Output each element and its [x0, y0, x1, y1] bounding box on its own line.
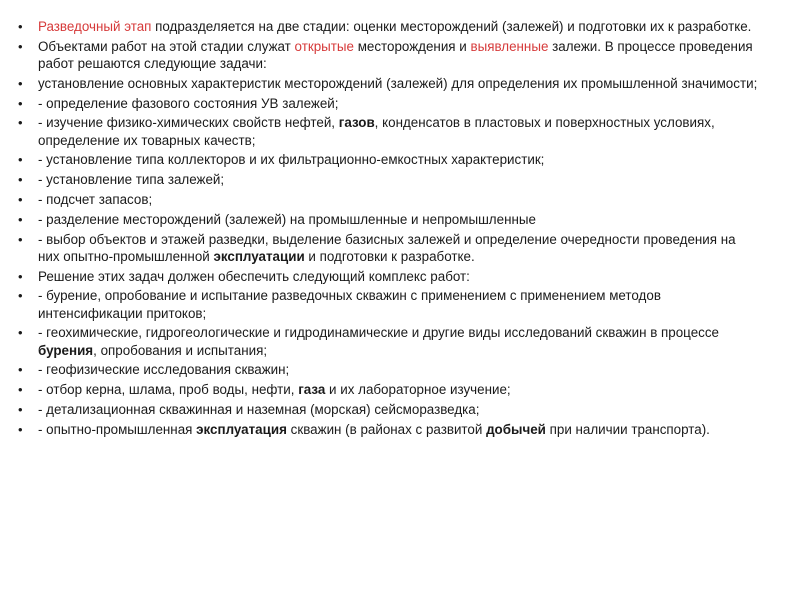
bullet-text: подразделяется на две стадии: оценки месторождений (залежей) и подготовки их к разработке. — [151, 19, 752, 34]
bold-term: бурения — [38, 342, 94, 358]
bullet-item — [18, 361, 760, 378]
bullet-item — [18, 18, 760, 35]
bullet-text: Решение этих задач должен обеспечить следующий комплекс работ: — [38, 268, 470, 284]
bullet-item — [18, 191, 760, 208]
highlight-text: Разведочный этап — [38, 19, 152, 34]
bullet-text: установление основных характеристик месторождений (залежей) для определения их промышленной значимости; — [38, 75, 758, 91]
bullet-item — [18, 211, 760, 228]
bullet-text: - установление типа коллекторов и их фильтрационно-емкостных характеристик; — [38, 152, 545, 168]
bullet-text: и их лабораторное изучение; — [325, 382, 511, 398]
bullet-item — [18, 268, 760, 285]
bullet-item — [18, 114, 760, 148]
bullet-item — [18, 171, 760, 188]
bullet-text: Объектами работ на этой стадии служат — [38, 38, 295, 54]
bullet-item — [18, 381, 760, 398]
bullet-text: - подсчет запасов; — [38, 191, 153, 207]
bold-term: газа — [298, 382, 326, 398]
bullet-text: - отбор керна, шлама, проб воды, нефти, — [38, 382, 299, 398]
bullet-text: скважин (в районах с развитой — [286, 421, 487, 437]
bullet-text: - установление типа залежей; — [38, 172, 225, 188]
bullet-item — [18, 287, 760, 321]
bullet-text: - бурение, опробование и испытание разведочных скважин с применением с применением методов интенсификации притоков; — [38, 288, 661, 321]
bullet-text: - геохимические, гидрогеологические и гидродинамические и другие виды исследований скважин в процессе — [38, 325, 719, 341]
bullet-text: месторождения и — [353, 38, 471, 54]
bullet-text: - опытно-промышленная — [38, 421, 197, 437]
bullet-text: - детализационная скважинная и наземная (морская) сейсморазведка; — [38, 401, 480, 417]
bold-term: добычей — [486, 421, 546, 437]
bullet-text: - разделение месторождений (залежей) на промышленные и непромышленные — [38, 211, 536, 227]
bullet-item — [18, 401, 760, 418]
highlight-text: открытые — [294, 38, 354, 54]
bullet-item — [18, 324, 760, 358]
bullet-item — [18, 421, 760, 438]
bullet-text: - изучение физико-химических свойств нефтей, — [38, 115, 339, 131]
bullet-text: и подготовки к разработке. — [304, 248, 475, 264]
bullet-text: - выбор объектов и этажей разведки, выделение базисных залежей и определение очередности проведения на них опытно-промышленной — [38, 231, 736, 264]
bold-term: эксплуатации — [213, 248, 305, 264]
bullet-item — [18, 151, 760, 168]
bullet-item — [18, 95, 760, 112]
bold-term: газов — [338, 115, 375, 131]
bullet-text: , конденсатов в пластовых и поверхностных условиях, определение их товарных качеств; — [38, 115, 715, 148]
bullet-text: залежи. В процессе проведения работ решаются следующие задачи: — [38, 38, 753, 71]
bullet-item — [18, 38, 760, 72]
bold-term: эксплуатация — [196, 421, 287, 437]
bullet-text: , опробования и испытания; — [93, 342, 268, 358]
bullet-list — [18, 18, 760, 438]
highlight-text: выявленные — [470, 38, 549, 54]
bullet-text: - определение фазового состояния УВ залежей; — [38, 95, 339, 111]
bullet-text: - геофизические исследования скважин; — [38, 362, 290, 378]
bullet-text: при наличии транспорта). — [545, 421, 710, 437]
bullet-item — [18, 231, 760, 265]
bullet-item — [18, 75, 760, 92]
